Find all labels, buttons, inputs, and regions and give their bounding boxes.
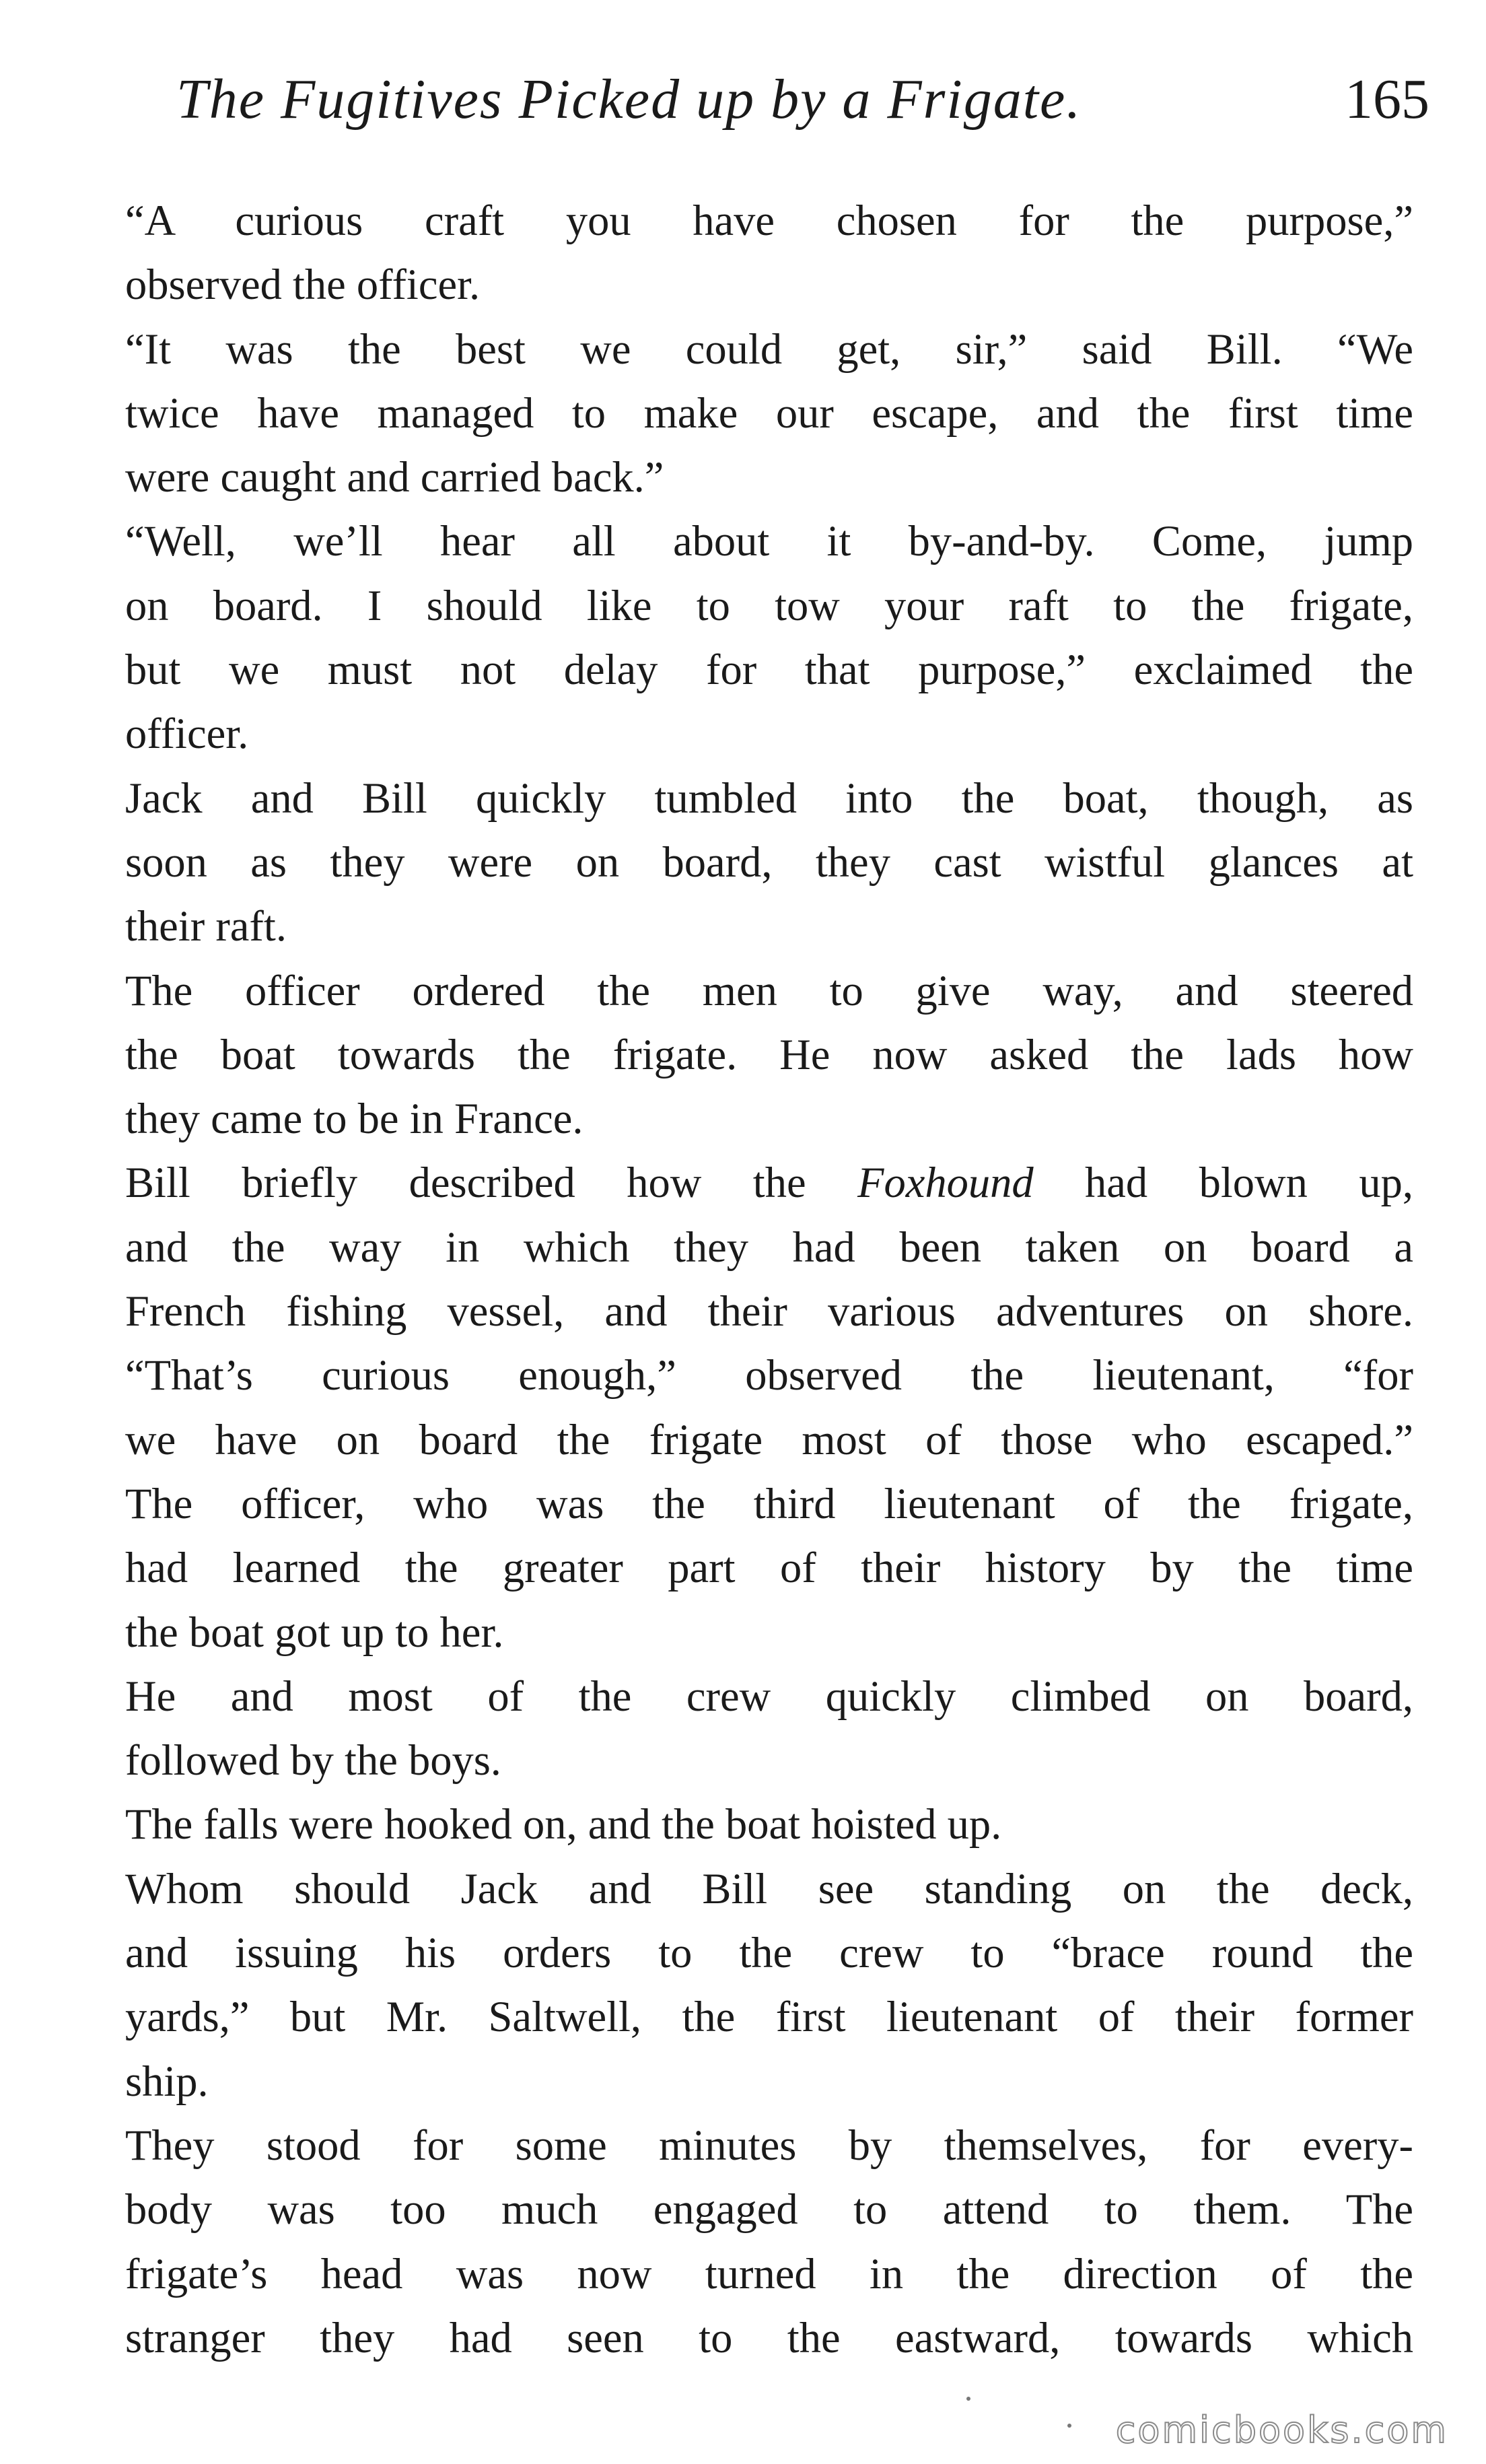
text-line: their raft.: [125, 902, 287, 951]
print-speck: [966, 2397, 970, 2401]
paragraph: [74, 2113, 1413, 2370]
running-title: The Fugitives Picked up by a Frigate.: [176, 68, 1082, 131]
text-line: “Well, we’ll hear all about it by-and-by. Come, jump: [125, 517, 1413, 566]
text-line: the boat towards the frigate. He now asked the lads how: [125, 1030, 1413, 1079]
text-line: followed by the boys.: [125, 1736, 501, 1785]
text-line: officer.: [125, 710, 249, 758]
text-line: stranger they had seen to the eastward, towards which: [125, 2313, 1413, 2362]
text-line: had learned the greater part of their history by the time: [125, 1544, 1413, 1592]
print-speck: [1067, 2424, 1071, 2428]
paragraph: [74, 317, 1413, 510]
text-line: twice have managed to make our escape, and the first time: [125, 388, 1413, 437]
paragraph: [74, 189, 1413, 317]
text-line: “It was the best we could get, sir,” said Bill. “We: [125, 324, 1413, 373]
paragraph: [74, 1857, 1413, 2113]
text-line: and the way in which they had been taken on board a: [125, 1223, 1413, 1271]
paragraph: [74, 1664, 1413, 1793]
paragraph: [74, 959, 1413, 1151]
text-line: The officer, who was the third lieutenant of the frigate,: [125, 1479, 1413, 1528]
watermark-text: comicbooks.com: [1115, 2409, 1448, 2451]
text-line: body was too much engaged to attend to them. The: [125, 2185, 1413, 2234]
text-line: ship.: [125, 2057, 209, 2105]
text-line: observed the officer.: [125, 261, 481, 309]
text-line: Jack and Bill quickly tumbled into the boat, though, as: [125, 774, 1413, 822]
text-run: Bill briefly described how the: [125, 1159, 858, 1207]
text-line: The officer ordered the men to give way, and steered: [125, 966, 1413, 1015]
text-line: soon as they were on board, they cast wistful glances at: [125, 837, 1413, 886]
text-line: He and most of the crew quickly climbed on board,: [125, 1672, 1413, 1720]
paragraph: [74, 509, 1413, 765]
text-line: frigate’s head was now turned in the direction of the: [125, 2249, 1413, 2298]
paragraph: [74, 1472, 1413, 1664]
text-run: had blown up,: [1033, 1159, 1413, 1207]
text-line: and issuing his orders to the crew to “brace round the: [125, 1929, 1413, 1977]
text-line: Whom should Jack and Bill see standing on the deck,: [125, 1864, 1413, 1913]
text-line: The falls were hooked on, and the boat hoisted up.: [125, 1800, 1002, 1849]
paragraph: [74, 766, 1413, 959]
text-line: they came to be in France.: [125, 1095, 583, 1143]
text-line: were caught and carried back.”: [125, 453, 664, 502]
text-line: we have on board the frigate most of those who escaped.”: [125, 1415, 1413, 1464]
text-line: French fishing vessel, and their various adventures on shore.: [125, 1287, 1413, 1336]
text-line: yards,” but Mr. Saltwell, the first lieutenant of their former: [125, 1993, 1413, 2041]
paragraph: [74, 1343, 1413, 1472]
text-line: “That’s curious enough,” observed the lieutenant, “for: [125, 1351, 1413, 1400]
text-line: on board. I should like to tow your raft to the frigate,: [125, 581, 1413, 629]
running-head: [176, 59, 1429, 140]
paragraph: [74, 1792, 1413, 1856]
text-line: but we must not delay for that purpose,” exclaimed the: [125, 646, 1413, 694]
text-line: [74, 1151, 1413, 1214]
ship-name: Foxhound: [857, 1159, 1034, 1207]
page-number: 165: [1345, 68, 1429, 131]
text-line: They stood for some minutes by themselves, for every-: [125, 2121, 1413, 2169]
paragraph: [74, 1151, 1413, 1343]
text-line: the boat got up to her.: [125, 1608, 504, 1656]
body-text: [74, 189, 1413, 2370]
text-line: “A curious craft you have chosen for the purpose,”: [125, 197, 1413, 244]
